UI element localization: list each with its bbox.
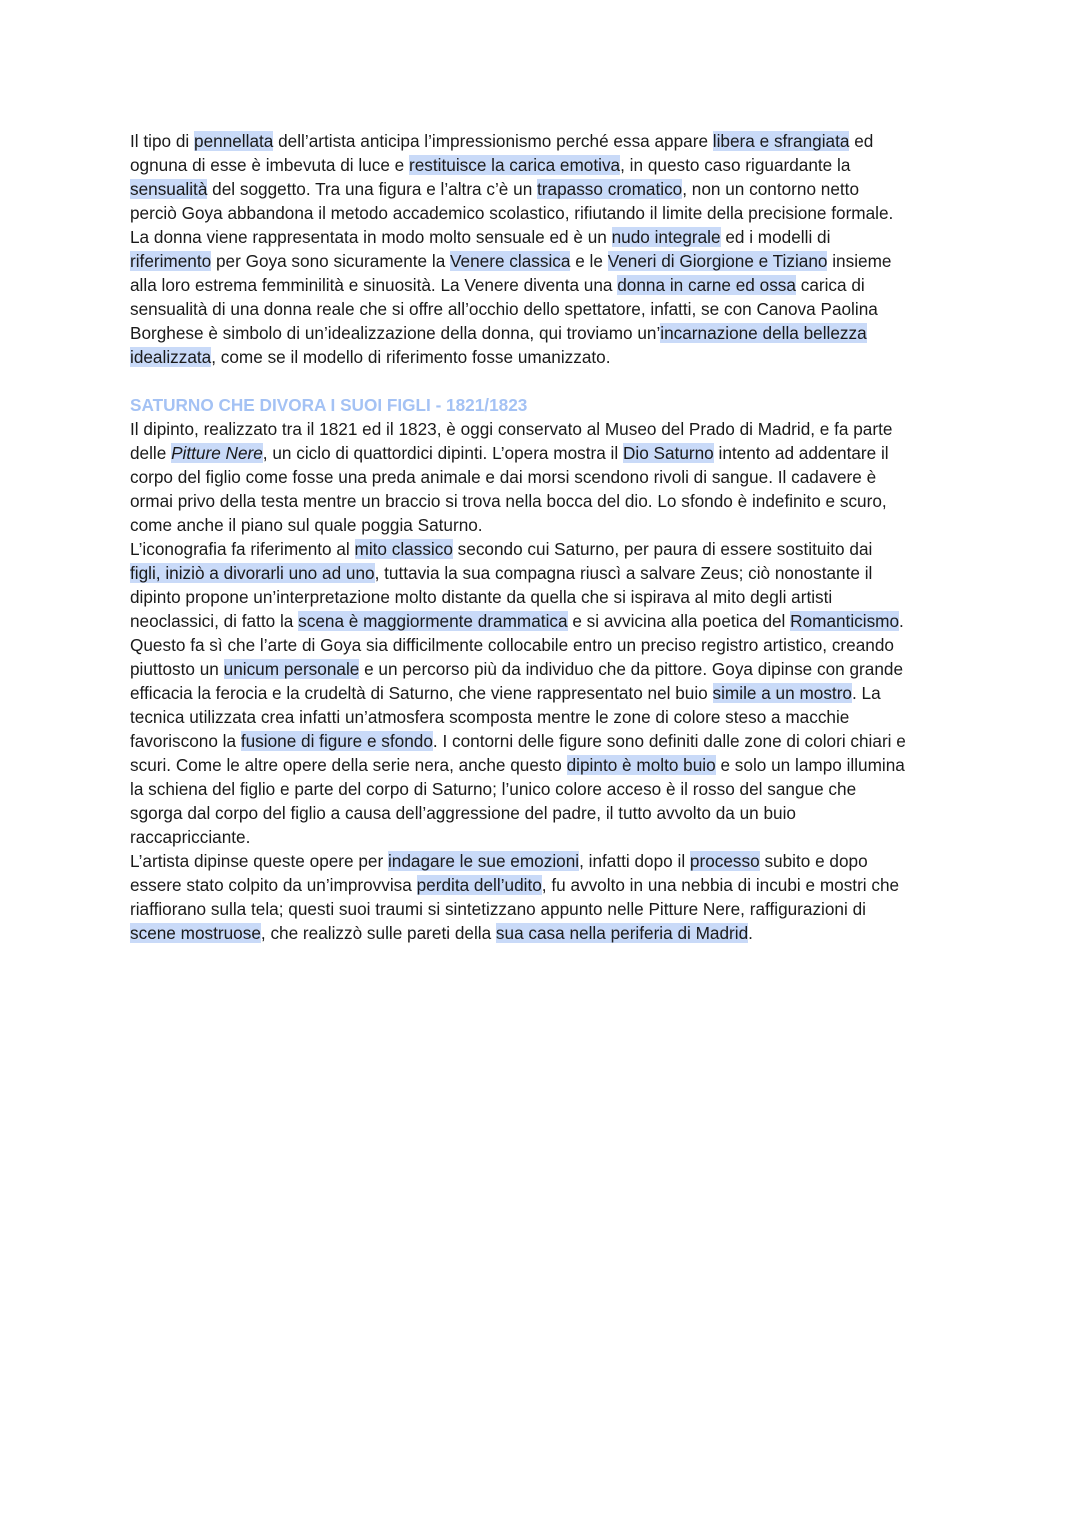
text-line <box>130 249 960 273</box>
highlighted-text: Romanticismo <box>790 611 900 631</box>
highlighted-text: riferimento <box>130 251 212 271</box>
highlighted-text: Dio Saturno <box>622 443 714 463</box>
text-segment: Il dipinto, realizzato tra il 1821 ed il 1823, è oggi conservato al Museo del Prado di Madrid, e fa parte <box>130 419 893 439</box>
text-segment: . I contorni delle figure sono definiti dalle zone di colori chiari e <box>432 731 906 751</box>
text-segment: , fu avvolto in una nebbia di incubi e mostri che <box>541 875 900 895</box>
text-line <box>130 753 960 777</box>
highlighted-text: sua casa nella periferia di Madrid <box>495 923 749 943</box>
text-line <box>130 489 960 513</box>
text-line <box>130 201 960 225</box>
section-body <box>130 417 960 945</box>
text-line <box>130 777 960 801</box>
text-segment: corpo del figlio come fosse una preda animale e dai morsi scendono rivoli di sangue. Il cadavere è <box>130 467 877 487</box>
highlighted-text: libera e sfrangiata <box>712 131 850 151</box>
highlighted-text: Pitture Nere <box>171 443 263 463</box>
text-segment: , come se il modello di riferimento fosse umanizzato. <box>211 347 611 367</box>
text-segment: e un percorso più da individuo che da pittore. Goya dipinse con grande <box>359 659 904 679</box>
highlighted-text: scene mostruose <box>130 923 261 943</box>
text-line <box>130 609 960 633</box>
text-segment: ed <box>849 131 874 151</box>
highlighted-text: donna in carne ed ossa <box>617 275 796 295</box>
text-line <box>130 177 960 201</box>
highlighted-text: mito classico <box>354 539 453 559</box>
highlighted-text: sensualità <box>130 179 208 199</box>
highlighted-text: unicum personale <box>223 659 360 679</box>
text-line <box>130 417 960 441</box>
text-segment: neoclassici, di fatto la <box>130 611 299 631</box>
text-line <box>130 897 960 921</box>
text-segment: , infatti dopo il <box>579 851 690 871</box>
highlighted-text: pennellata <box>194 131 274 151</box>
text-segment: favoriscono la <box>130 731 241 751</box>
text-line <box>130 129 960 153</box>
text-segment: . <box>899 611 904 631</box>
text-segment: L’iconografia fa riferimento al <box>130 539 355 559</box>
text-segment: del soggetto. Tra una figura e l’altra c’è un <box>207 179 538 199</box>
highlighted-text: restituisce la carica emotiva <box>409 155 621 175</box>
text-line <box>130 537 960 561</box>
text-segment: per Goya sono sicuramente la <box>211 251 451 271</box>
text-segment: raccapricciante. <box>130 827 251 847</box>
text-segment: dell’artista anticipa l’impressionismo perché essa appare <box>273 131 713 151</box>
text-segment: , non un contorno netto <box>682 179 860 199</box>
text-segment: subito e dopo <box>759 851 868 871</box>
highlighted-text: scena è maggiormente drammatica <box>298 611 568 631</box>
highlighted-text: fusione di figure e sfondo <box>240 731 433 751</box>
text-line <box>130 657 960 681</box>
text-segment: come anche il piano sul quale poggia Saturno. <box>130 515 483 535</box>
text-line <box>130 321 960 345</box>
highlighted-text: nudo integrale <box>611 227 721 247</box>
text-line <box>130 849 960 873</box>
text-segment: essere stato colpito da un’improvvisa <box>130 875 417 895</box>
text-segment: e si avvicina alla poetica del <box>567 611 791 631</box>
highlighted-text: incarnazione della bellezza <box>660 323 867 343</box>
text-line <box>130 513 960 537</box>
highlighted-text: indagare le sue emozioni <box>387 851 580 871</box>
text-line <box>130 585 960 609</box>
highlighted-text: Venere classica <box>450 251 571 271</box>
text-segment: delle <box>130 443 172 463</box>
text-segment: e solo un lampo illumina <box>715 755 905 775</box>
text-segment: riaffiorano sulla tela; questi suoi traumi si sintetizzano appunto nelle Pitture Nere, raffigurazioni di <box>130 899 866 919</box>
highlighted-text: simile a un mostro <box>712 683 852 703</box>
text-segment: ed i modelli di <box>720 227 831 247</box>
text-line <box>130 561 960 585</box>
text-segment: alla loro estrema femminilità e sinuosità. La Venere diventa una <box>130 275 618 295</box>
text-segment: Il tipo di <box>130 131 195 151</box>
document-page <box>130 129 960 945</box>
text-segment: sensualità di una donna reale che si offre all’occhio dello spettatore, infatti, se con Canova Paolina <box>130 299 878 319</box>
text-segment: L’artista dipinse queste opere per <box>130 851 388 871</box>
text-line <box>130 465 960 489</box>
text-line <box>130 681 960 705</box>
text-segment: , in questo caso riguardante la <box>620 155 851 175</box>
text-segment: La donna viene rappresentata in modo molto sensuale ed è un <box>130 227 612 247</box>
text-segment: Questo fa sì che l’arte di Goya sia difficilmente collocabile entro un preciso registro artistico, creando <box>130 635 894 655</box>
text-segment: perciò Goya abbandona il metodo accademico scolastico, rifiutando il limite della precisione formale. <box>130 203 894 223</box>
highlighted-text: processo <box>689 851 760 871</box>
text-segment: intento ad addentare il <box>713 443 889 463</box>
text-line <box>130 729 960 753</box>
text-line <box>130 633 960 657</box>
text-segment: . <box>748 923 753 943</box>
highlighted-text: idealizzata <box>130 347 212 367</box>
text-segment: tecnica utilizzata crea infatti un’atmosfera scomposta mentre le zone di colore steso a macchie <box>130 707 850 727</box>
text-segment: , che realizzò sulle pareti della <box>260 923 496 943</box>
text-segment: , tuttavia la sua compagna riuscì a salvare Zeus; ciò nonostante il <box>374 563 873 583</box>
text-line <box>130 441 960 465</box>
text-line <box>130 921 960 945</box>
highlighted-text: figli, iniziò a divorarli uno ad uno <box>130 563 375 583</box>
section-heading: SATURNO CHE DIVORA I SUOI FIGLI - 1821/1823 <box>130 395 528 415</box>
text-segment: dipinto propone un’interpretazione molto distante da quella che si ispirava al mito degli artisti <box>130 587 833 607</box>
text-line <box>130 273 960 297</box>
text-line <box>130 825 960 849</box>
text-segment: sgorga dal corpo del figlio a causa dell’aggressione del padre, il tutto avvolto da un buio <box>130 803 796 823</box>
intro-paragraph <box>130 129 960 369</box>
text-segment: insieme <box>827 251 892 271</box>
text-segment: la schiena del figlio e parte del corpo di Saturno; l’unico colore acceso è il rosso del sangue che <box>130 779 857 799</box>
text-segment: e le <box>570 251 608 271</box>
text-segment: ormai privo della testa mentre un braccio si trova nella bocca del dio. Lo sfondo è indefinito e scuro, <box>130 491 887 511</box>
text-line <box>130 297 960 321</box>
highlighted-text: trapasso cromatico <box>537 179 683 199</box>
text-segment: . La <box>851 683 881 703</box>
text-segment: Borghese è simbolo di un’idealizzazione della donna, qui troviamo un’ <box>130 323 661 343</box>
text-segment: , un ciclo di quattordici dipinti. L’opera mostra il <box>262 443 623 463</box>
highlighted-text: Veneri di Giorgione e Tiziano <box>607 251 828 271</box>
text-segment: ognuna di esse è imbevuta di luce e <box>130 155 410 175</box>
text-segment: piuttosto un <box>130 659 224 679</box>
highlighted-text: dipinto è molto buio <box>566 755 716 775</box>
text-line <box>130 705 960 729</box>
text-line <box>130 345 960 369</box>
text-segment: efficacia la ferocia e la crudeltà di Saturno, che viene rappresentato nel buio <box>130 683 713 703</box>
text-segment: scuri. Come le altre opere della serie nera, anche questo <box>130 755 567 775</box>
text-segment: carica di <box>795 275 865 295</box>
text-line <box>130 225 960 249</box>
highlighted-text: perdita dell’udito <box>416 875 542 895</box>
paragraph-gap <box>130 369 960 393</box>
text-line <box>130 153 960 177</box>
text-segment: secondo cui Saturno, per paura di essere sostituito dai <box>452 539 873 559</box>
text-line <box>130 873 960 897</box>
text-line <box>130 801 960 825</box>
